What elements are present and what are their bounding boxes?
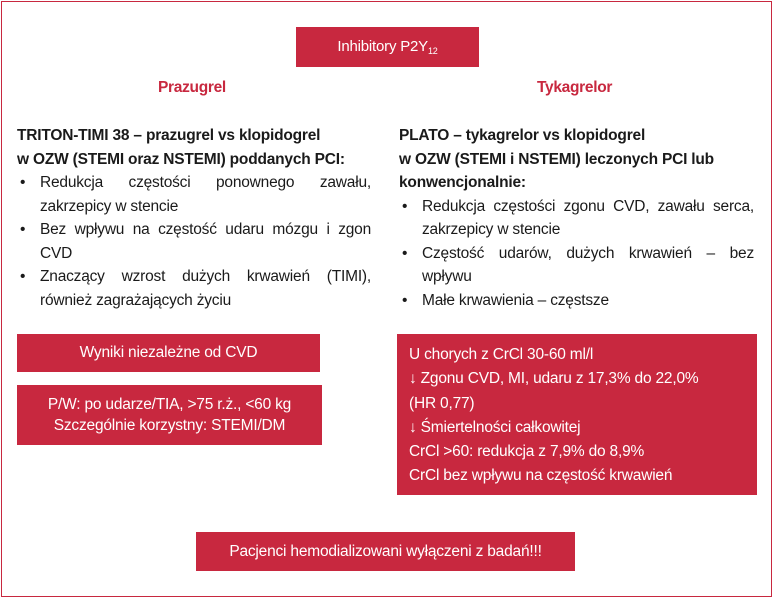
trial-heading-line: konwencjonalnie: (399, 174, 526, 191)
trial-heading-line: PLATO – tykagrelor vs klopidogrel (399, 127, 646, 144)
trial-heading-plato (399, 124, 754, 195)
trial-heading-triton (17, 124, 371, 171)
list-item: • Znaczący wzrost dużych krwawień (TIMI), również zagrażających życiu (17, 265, 371, 312)
box-line: CrCl >60: redukcja z 7,9% do 8,9% (409, 443, 645, 461)
title-main: Inhibitory P2Y (337, 38, 428, 55)
trial-heading-line: TRITON-TIMI 38 – prazugrel vs klopidogrel (17, 127, 321, 144)
findings-list (17, 171, 371, 312)
trial-heading-line: w OZW (STEMI i NSTEMI) leczonych PCI lub (399, 150, 714, 168)
box-line: CrCl bez wpływu na częstość krwawień (409, 467, 673, 485)
diagram-title (296, 27, 479, 67)
title-subscript: 12 (427, 46, 438, 56)
list-item: • Redukcja częstości ponownego zawału, zakrzepicy w stencie (17, 171, 371, 218)
box-line: P/W: po udarze/TIA, >75 r.ż., <60 kg (47, 396, 292, 413)
findings-list (399, 195, 754, 313)
drug-heading-ticagrelor: Tykagrelor (537, 79, 613, 96)
box-line: ↓ Śmiertelności całkowitej (409, 418, 581, 436)
hemodialysis-note-box: Pacjenci hemodializowani wyłączeni z badań!!! (196, 532, 575, 571)
cvd-independent-box: Wyniki niezależne od CVD (17, 334, 320, 372)
crcl-subgroup-box (397, 334, 757, 495)
right-column (399, 124, 754, 312)
contraindications-box (17, 385, 322, 445)
list-item: • Częstość udarów, dużych krwawień – bez wpływu (399, 242, 754, 289)
list-item: • Redukcja częstości zgonu CVD, zawału serca, zakrzepicy w stencie (399, 195, 754, 242)
box-line: ↓ Zgonu CVD, MI, udaru z 17,3% do 22,0% (409, 370, 699, 388)
drug-heading-prasugrel: Prazugrel (158, 79, 226, 96)
list-item: • Bez wpływu na częstość udaru mózgu i zgon CVD (17, 218, 371, 265)
box-line: (HR 0,77) (409, 394, 475, 412)
trial-heading-line: w OZW (STEMI oraz NSTEMI) poddanych PCI: (17, 150, 345, 168)
box-line: U chorych z CrCl 30-60 ml/l (409, 346, 594, 363)
box-line: Szczególnie korzystny: STEMI/DM (53, 417, 286, 434)
list-item: • Małe krwawienia – częstsze (399, 289, 754, 313)
left-column (17, 124, 371, 312)
